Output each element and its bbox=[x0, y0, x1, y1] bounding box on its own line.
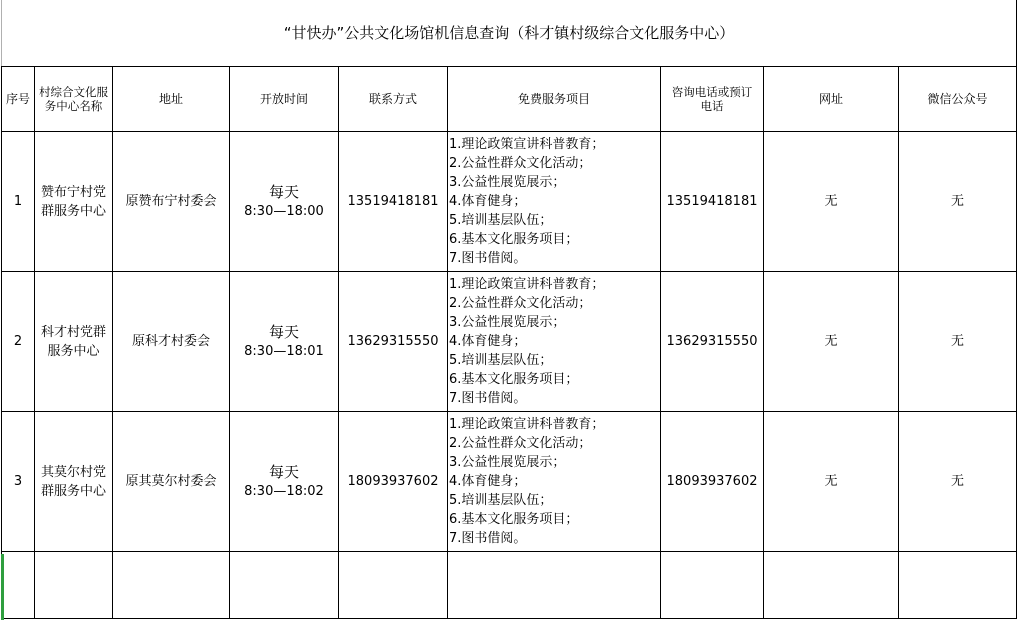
cell-name: 赞布宁村党群服务中心 bbox=[35, 132, 113, 272]
service-item: 3.公益性展览展示； bbox=[449, 175, 566, 190]
cell-phone: 13519418181 bbox=[661, 132, 764, 272]
cell-hours bbox=[230, 272, 339, 412]
header-name: 村综合文化服务中心名称 bbox=[35, 67, 113, 132]
cell-no: 1 bbox=[2, 132, 35, 272]
service-item: 6.基本文化服务项目； bbox=[449, 232, 579, 247]
service-item: 1.理论政策宣讲科普教育； bbox=[449, 417, 605, 432]
cell-wechat: 无 bbox=[899, 272, 1017, 412]
cell-hours bbox=[230, 132, 339, 272]
table-title: “甘快办”公共文化场馆机信息查询（科才镇村级综合文化服务中心） bbox=[2, 0, 1017, 67]
service-item: 2.公益性群众文化活动； bbox=[449, 436, 592, 451]
header-website: 网址 bbox=[764, 67, 899, 132]
service-item: 5.培训基层队伍； bbox=[449, 493, 553, 508]
service-item: 7.图书借阅。 bbox=[449, 391, 527, 406]
cell-website: 无 bbox=[764, 132, 899, 272]
service-item: 6.基本文化服务项目； bbox=[449, 372, 579, 387]
empty-cell[interactable] bbox=[899, 552, 1017, 619]
service-item: 5.培训基层队伍； bbox=[449, 353, 553, 368]
header-address: 地址 bbox=[113, 67, 230, 132]
service-item: 1.理论政策宣讲科普教育； bbox=[449, 137, 605, 152]
service-item: 3.公益性展览展示； bbox=[449, 315, 566, 330]
service-item: 7.图书借阅。 bbox=[449, 251, 527, 266]
service-item: 4.体育健身； bbox=[449, 334, 527, 349]
hours-day: 每天 bbox=[268, 322, 299, 341]
table-row bbox=[2, 272, 1017, 412]
service-item: 1.理论政策宣讲科普教育； bbox=[449, 277, 605, 292]
cell-wechat: 无 bbox=[899, 412, 1017, 552]
header-services: 免费服务项目 bbox=[448, 67, 661, 132]
cell-no: 3 bbox=[2, 412, 35, 552]
cell-name: 其莫尔村党群服务中心 bbox=[35, 412, 113, 552]
cell-name: 科才村党群服务中心 bbox=[35, 272, 113, 412]
service-item: 7.图书借阅。 bbox=[449, 531, 527, 546]
header-no: 序号 bbox=[2, 67, 35, 132]
hours-day: 每天 bbox=[268, 462, 299, 481]
service-item: 2.公益性群众文化活动； bbox=[449, 296, 592, 311]
cell-phone: 18093937602 bbox=[661, 412, 764, 552]
empty-cell[interactable] bbox=[113, 552, 230, 619]
header-contact: 联系方式 bbox=[339, 67, 448, 132]
empty-row bbox=[2, 552, 1017, 619]
cell-website: 无 bbox=[764, 272, 899, 412]
spreadsheet bbox=[1, 0, 1017, 619]
selected-cell-indicator bbox=[1, 554, 4, 620]
hours-time: 8:30—18:02 bbox=[244, 483, 324, 499]
cell-wechat: 无 bbox=[899, 132, 1017, 272]
header-phone: 咨询电话或预订电话 bbox=[661, 67, 764, 132]
service-item: 4.体育健身； bbox=[449, 194, 527, 209]
service-item: 5.培训基层队伍； bbox=[449, 213, 553, 228]
hours-time: 8:30—18:01 bbox=[244, 343, 324, 359]
cell-services bbox=[448, 132, 661, 272]
empty-cell[interactable] bbox=[764, 552, 899, 619]
cell-no: 2 bbox=[2, 272, 35, 412]
empty-cell[interactable] bbox=[448, 552, 661, 619]
cell-hours bbox=[230, 412, 339, 552]
empty-cell[interactable] bbox=[2, 552, 35, 619]
empty-cell[interactable] bbox=[661, 552, 764, 619]
service-item: 2.公益性群众文化活动； bbox=[449, 156, 592, 171]
cell-contact: 18093937602 bbox=[339, 412, 448, 552]
cell-address: 原科才村委会 bbox=[113, 272, 230, 412]
empty-cell[interactable] bbox=[339, 552, 448, 619]
hours-time: 8:30—18:00 bbox=[244, 203, 324, 219]
cell-address: 原赞布宁村委会 bbox=[113, 132, 230, 272]
cell-contact: 13519418181 bbox=[339, 132, 448, 272]
cell-services bbox=[448, 272, 661, 412]
table-row bbox=[2, 412, 1017, 552]
culture-center-table bbox=[1, 0, 1017, 619]
cell-services bbox=[448, 412, 661, 552]
header-hours: 开放时间 bbox=[230, 67, 339, 132]
cell-website: 无 bbox=[764, 412, 899, 552]
empty-cell[interactable] bbox=[230, 552, 339, 619]
table-row bbox=[2, 132, 1017, 272]
cell-contact: 13629315550 bbox=[339, 272, 448, 412]
cell-address: 原其莫尔村委会 bbox=[113, 412, 230, 552]
service-item: 4.体育健身； bbox=[449, 474, 527, 489]
service-item: 6.基本文化服务项目； bbox=[449, 512, 579, 527]
service-item: 3.公益性展览展示； bbox=[449, 455, 566, 470]
header-wechat: 微信公众号 bbox=[899, 67, 1017, 132]
empty-cell[interactable] bbox=[35, 552, 113, 619]
cell-phone: 13629315550 bbox=[661, 272, 764, 412]
hours-day: 每天 bbox=[268, 182, 299, 201]
